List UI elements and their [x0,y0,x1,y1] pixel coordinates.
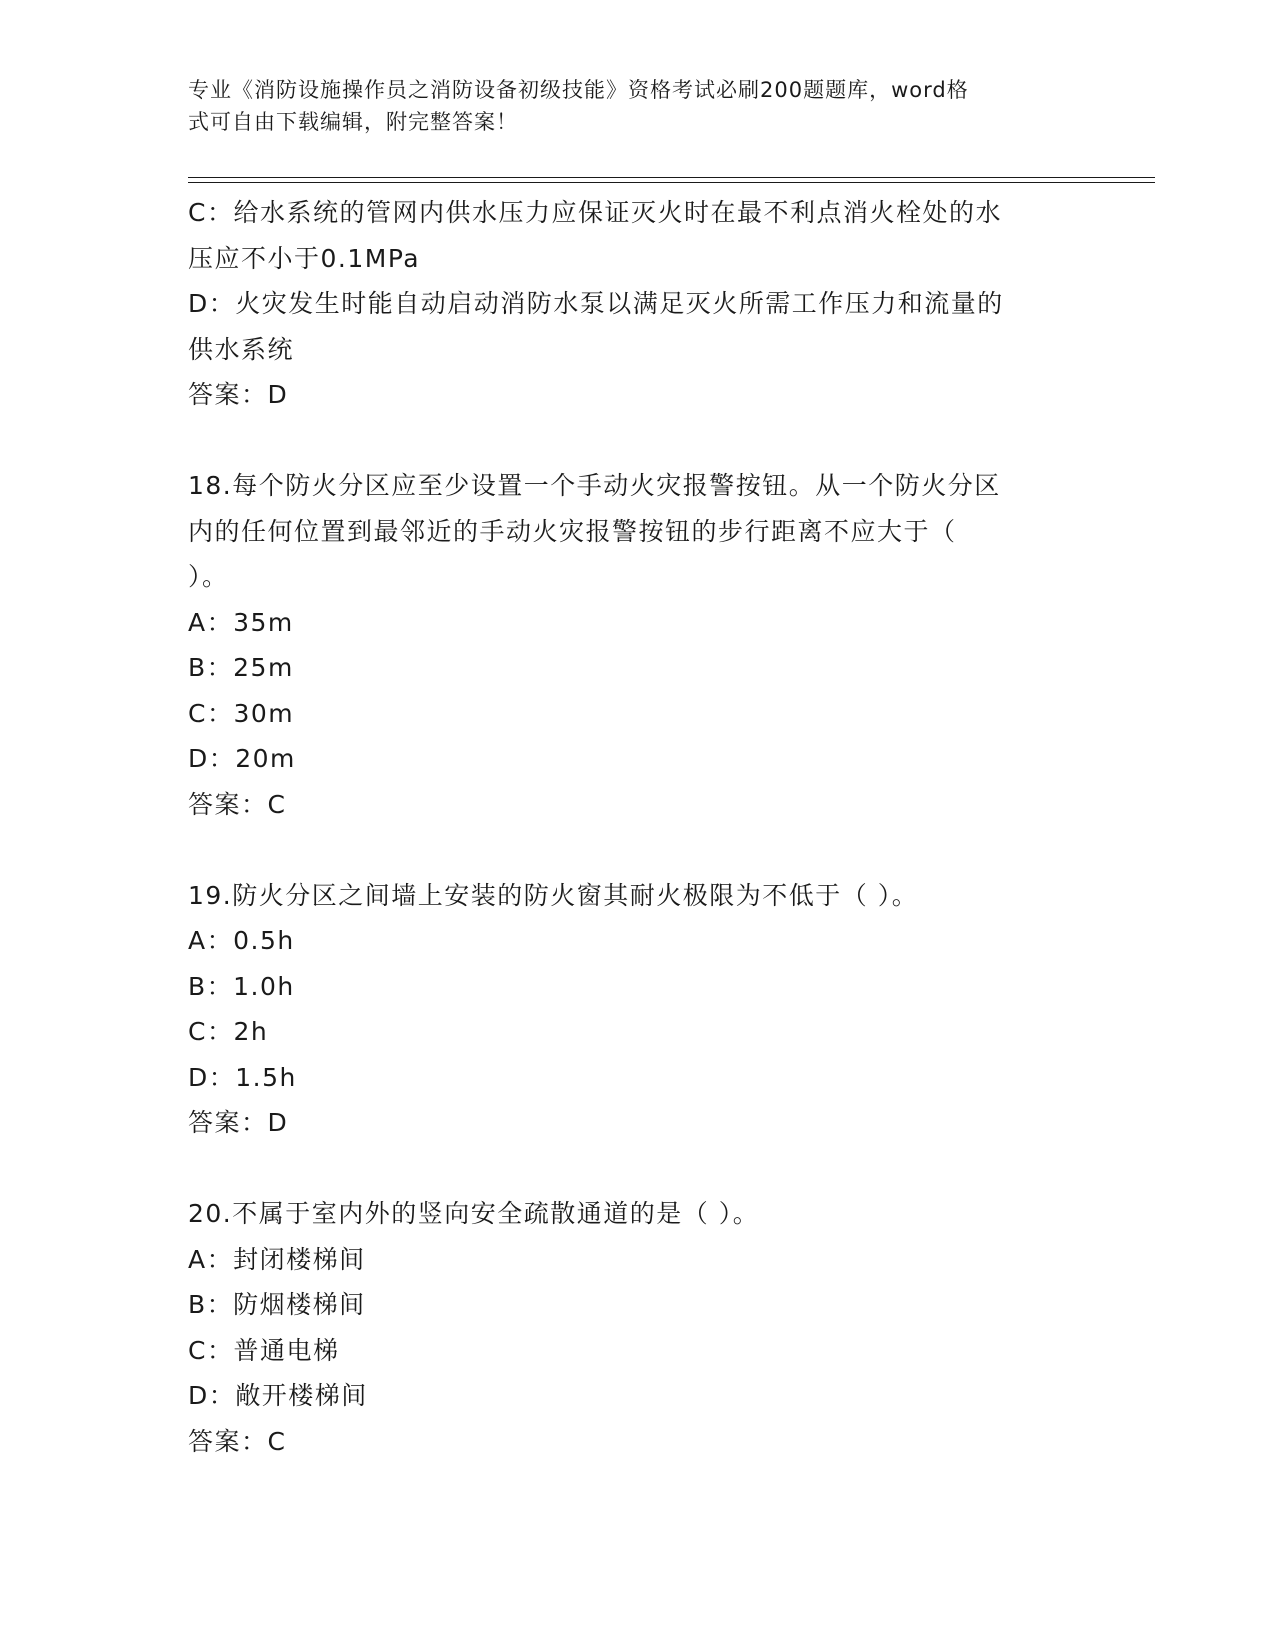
block-spacer [188,827,1088,873]
option-d: D：1.5h [188,1062,297,1092]
option-a: A：封闭楼梯间 [188,1244,366,1274]
question-block-17 [188,190,1088,418]
option-line: 压应不小于0.1MPa [188,243,421,273]
option-b: B：25m [188,653,294,682]
block-spacer [188,1146,1088,1192]
option-d: D：20m [188,744,296,773]
question-text: 20.不属于室内外的竖向安全疏散通道的是（ ）。 [188,1199,760,1228]
block-spacer [188,418,1088,464]
option-a: A：0.5h [188,926,295,955]
option-b: B：防烟楼梯间 [188,1290,366,1319]
question-text: 19.防火分区之间墙上安装的防火窗其耐火极限为不低于（ ）。 [188,880,919,910]
option-c: C：普通电梯 [188,1335,340,1365]
option-d: D：敞开楼梯间 [188,1381,368,1410]
question-text: 内的任何位置到最邻近的手动火灾报警按钮的步行距离不应大于（ [188,516,957,546]
header-divider-top [188,177,1155,178]
header-divider-bottom [188,182,1155,183]
question-block-19 [188,873,1088,1146]
option-c: C：2h [188,1017,269,1046]
answer-line: 答案：D [188,1108,289,1137]
answer-line: 答案：C [188,789,287,819]
question-block-18 [188,463,1088,827]
question-block-20 [188,1191,1088,1464]
option-b: B：1.0h [188,971,295,1001]
answer-line: 答案：D [188,380,289,409]
option-a: A：35m [188,607,294,637]
question-text: ）。 [188,562,229,591]
answer-line: 答案：C [188,1426,287,1456]
option-line: C：给水系统的管网内供水压力应保证灭火时在最不利点消火栓处的水 [188,198,1002,227]
option-c: C：30m [188,698,295,728]
document-header [188,74,1068,138]
header-line-2: 式可自由下载编辑，附完整答案！ [188,110,518,134]
question-content [188,190,1088,1464]
option-line: 供水系统 [188,334,295,364]
option-line: D：火灾发生时能自动启动消防水泵以满足灭火所需工作压力和流量的 [188,289,1004,318]
question-text: 18.每个防火分区应至少设置一个手动火灾报警按钮。从一个防火分区 [188,471,1001,500]
header-line-1: 专业《消防设施操作员之消防设备初级技能》资格考试必刷200题题库，word格 [188,78,969,102]
